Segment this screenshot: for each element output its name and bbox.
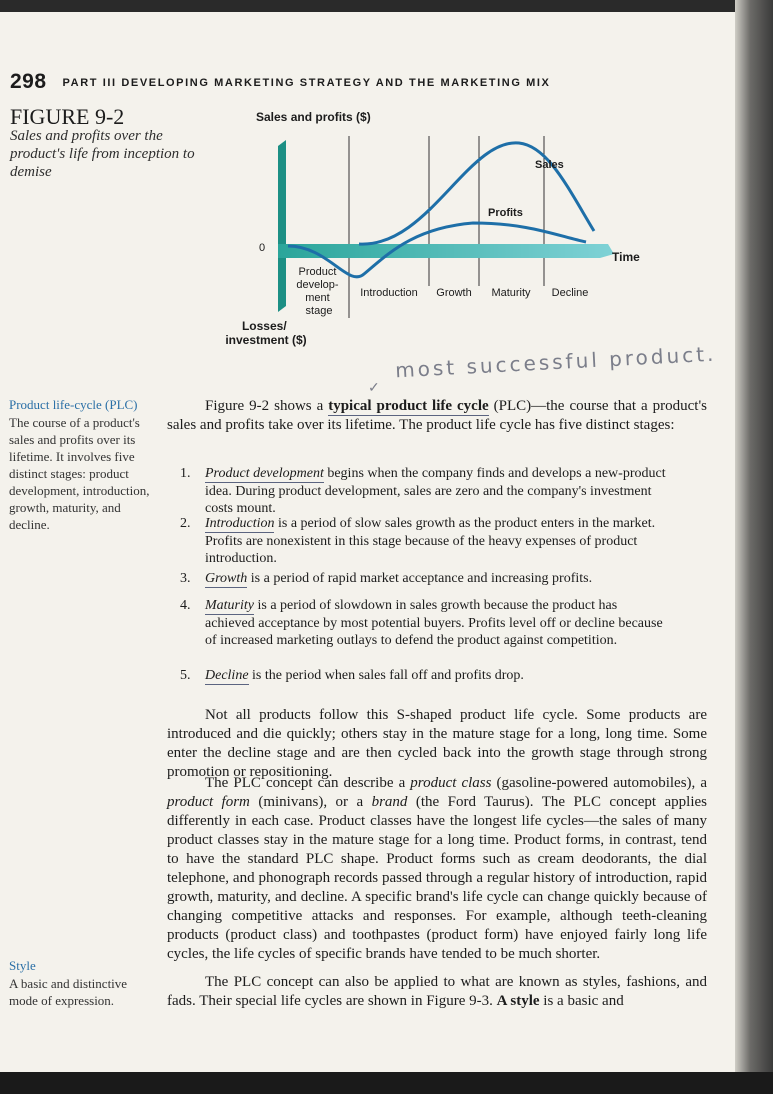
scan-top-edge — [0, 0, 773, 12]
time-axis-bar — [278, 244, 614, 258]
p4-term-style: A style — [496, 993, 540, 1009]
p4-text-a: The PLC concept can also be applied to what are known as styles, fashions, and fads. Their special life cycles are shown in Figure 9-3. — [167, 974, 707, 1009]
intro-text-c: (PLC)—the course that a product's sales and profits take over its lifetime. The product life cycle has five distinct stages: — [167, 398, 708, 433]
book-gutter-shadow — [735, 0, 773, 1094]
glossary-definition-style: A basic and distinctive mode of expression. — [9, 976, 128, 1008]
p3-text-e: (minivans), or a — [249, 794, 372, 810]
stage-number: 2. — [180, 516, 191, 531]
stage-text: is the period when sales fall off and profits drop. — [248, 668, 524, 683]
stage-number: 1. — [180, 466, 191, 481]
page-number: 298 — [10, 70, 47, 93]
plc-chart — [225, 108, 640, 348]
stage-number: 3. — [180, 571, 191, 586]
p3-term-product-form: product form — [167, 794, 250, 810]
intro-paragraph — [167, 397, 707, 435]
running-head: PART III DEVELOPING MARKETING STRATEGY AND THE MARKETING MIX — [62, 77, 551, 89]
stage-term: Decline — [205, 668, 249, 683]
stage-item-5 — [180, 667, 670, 685]
p3-term-brand: brand — [371, 794, 408, 810]
stage-item-2 — [180, 515, 670, 568]
stage-label-introduction: Introduction — [360, 287, 418, 299]
stage-number: 5. — [180, 668, 191, 683]
x-axis-label: Time — [612, 250, 640, 264]
glossary-term-plc: Product life-cycle (PLC) — [9, 397, 138, 412]
chart-ylabel-negative: Losses/ investment ($) — [225, 319, 307, 347]
stage-number: 4. — [180, 598, 191, 613]
ylabel-line1: Sales and profits ($) — [256, 110, 371, 124]
p3-text-g: (the Ford Taurus). The PLC concept applies differently in each case. Product classes have the longest life cycles—the sales of many product classes stay in the mature stage for a long time. Product forms, in contrast, tend to have the standard PLC shape. Product forms such as cream deodorants, the dial telephone, and phonograph records passed through a regular history of introduction, rapid growth, maturity, and decline. A specific brand's life cycle can change quickly because of changing competitive attacks and responses. For example, although teeth-cleaning products (product class) and toothpastes (product form) have enjoyed fairly long life cycles, the life cycles of specific brands have tended to be much shorter. — [167, 794, 707, 962]
glossary-definition-plc: The course of a product's sales and profits over its lifetime. It involves five distinct stages: product development, introduction, growth, maturity, and decline. — [9, 415, 150, 532]
stage-text: begins when the company finds and develops a new-product idea. During product development, sales are zero and the company's investment costs mount. — [205, 466, 666, 516]
scan-bottom-edge — [0, 1072, 773, 1094]
intro-text-a: Figure 9-2 shows a — [205, 398, 329, 414]
running-header — [10, 70, 551, 94]
y-axis-bar — [278, 140, 286, 312]
stage-term: Product development — [205, 466, 324, 481]
stage-term: Growth — [205, 571, 248, 586]
figure-number: FIGURE 9-2 — [10, 104, 125, 129]
handwritten-annotation: most successful product. — [394, 341, 717, 383]
paragraph-plc-concept — [167, 774, 707, 964]
checkmark-annotation: ✓ — [368, 381, 380, 396]
stage-label-maturity: Maturity — [491, 287, 531, 299]
figure-caption: Sales and profits over the product's life from inception to demise — [10, 128, 195, 180]
stage-label-decline: Decline — [551, 287, 589, 299]
p3-term-product-class: product class — [410, 775, 492, 791]
intro-term: typical product life cycle — [328, 398, 489, 414]
chart-ylabel — [256, 110, 371, 124]
stage-text: is a period of slow sales growth as the product enters in the market. Profits are nonexistent in this stage because of the heavy expenses of product introduction. — [205, 516, 656, 566]
stage-item-4 — [180, 597, 670, 650]
stage-label-product-development: Product develop- ment stage — [296, 266, 339, 317]
glossary-term-style: Style — [9, 958, 36, 973]
p3-text-a: The PLC concept can describe a — [205, 775, 411, 791]
paragraph-s-shaped: Not all products follow this S-shaped product life cycle. Some products are introduced and die quickly; others stay in the mature stage for a long, long time. Some enter the decline stage and are then cycled back into the growth stage through strong promotion or repositioning. — [167, 707, 707, 780]
stage-item-1 — [180, 465, 670, 518]
series-label-profits: Profits — [488, 207, 523, 219]
stage-item-3 — [180, 570, 670, 588]
stage-text: is a period of rapid market acceptance and increasing profits. — [247, 571, 593, 586]
paragraph-styles — [167, 973, 707, 1011]
stage-label-growth: Growth — [436, 287, 472, 299]
stage-term: Maturity — [205, 598, 254, 613]
stage-term: Introduction — [205, 516, 275, 531]
zero-label: 0 — [259, 242, 266, 254]
p4-text-c: is a basic and — [539, 993, 624, 1009]
stage-text: is a period of slowdown in sales growth because the product has achieved acceptance by most potential buyers. Profits level off or decline because of increased marketing outlays to defend the product against competition. — [205, 598, 663, 648]
series-label-sales: Sales — [535, 159, 564, 171]
p3-text-c: (gasoline-powered automobiles), a — [491, 775, 707, 791]
